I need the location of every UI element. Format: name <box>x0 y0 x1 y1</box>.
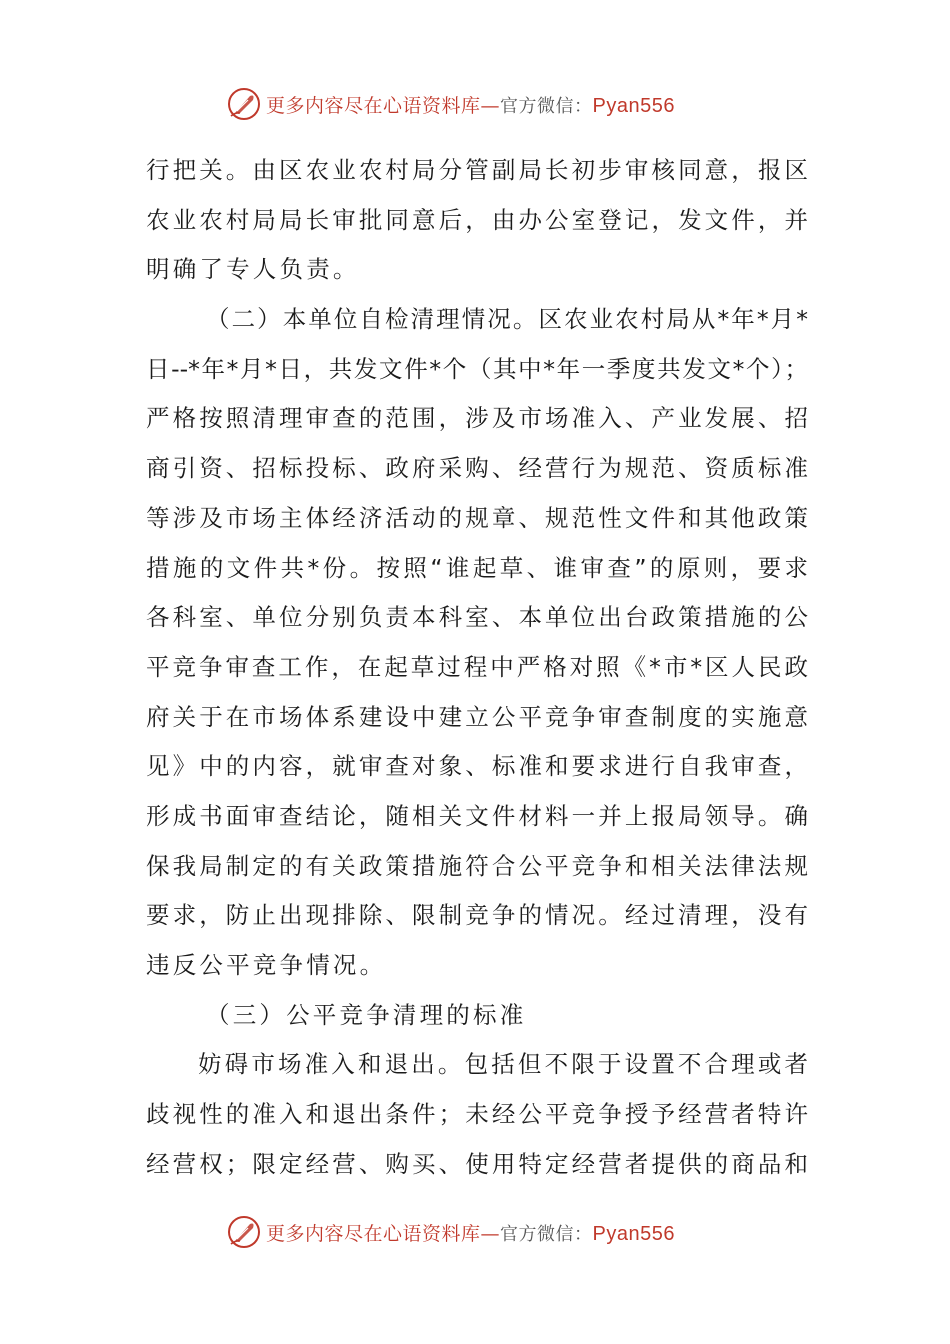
body-line: 违反公平竞争情况。 <box>146 951 387 979</box>
body-line: 府关于在市场体系建设中建立公平竞争审查制度的实施意 <box>146 702 808 731</box>
header-main-text: 更多内容尽在心语资料库 <box>266 94 481 117</box>
header-watermark-banner <box>226 84 746 124</box>
footer-official-text: 官方微信： <box>500 1223 593 1245</box>
body-line: 见》中的内容，就审查对象、标准和要求进行自我审查， <box>146 752 808 781</box>
body-line: 保我局制定的有关政策措施符合公平竞争和相关法律法规 <box>146 851 808 880</box>
footer-main-text: 更多内容尽在心语资料库 <box>266 1222 481 1245</box>
body-line: 商引资、招标投标、政府采购、经营行为规范、资质标准 <box>146 454 808 483</box>
body-line: 等涉及市场主体经济活动的规章、规范性文件和其他政策 <box>146 503 808 532</box>
body-line: 各科室、单位分别负责本科室、本单位出台政策措施的公 <box>146 603 808 632</box>
body-line: 经营权；限定经营、购买、使用特定经营者提供的商品和 <box>146 1149 808 1178</box>
body-line: 歧视性的准入和退出条件；未经公平竞争授予经营者特许 <box>146 1100 808 1129</box>
header-dash: — <box>480 94 501 117</box>
header-official-text: 官方微信： <box>500 95 593 117</box>
body-line: 明确了专人负责。 <box>146 255 360 284</box>
section-heading-line: （二）本单位自检清理情况。区农业农村局从*年*月* <box>206 305 808 334</box>
body-line: 严格按照清理审查的范围，涉及市场准入、产业发展、招 <box>146 404 808 433</box>
pen-feather-logo-icon <box>226 1214 262 1250</box>
footer-wechat-id: Pyan556 <box>592 1222 675 1245</box>
body-line: 措施的文件共*份。按照“谁起草、谁审查”的原则，要求 <box>146 553 808 582</box>
body-line: 要求，防止出现排除、限制竞争的情况。经过清理，没有 <box>146 901 808 930</box>
pen-feather-logo-icon <box>226 86 262 122</box>
body-line: 平竞争审查工作，在起草过程中严格对照《*市*区人民政 <box>146 652 808 681</box>
section-heading-line: （三）公平竞争清理的标准 <box>206 1000 527 1029</box>
document-body <box>146 146 808 1189</box>
footer-watermark-text <box>266 1219 675 1246</box>
body-line: 妨碍市场准入和退出。包括但不限于设置不合理或者 <box>198 1050 808 1079</box>
footer-watermark-banner <box>226 1212 746 1252</box>
body-line: 行把关。由区农业农村局分管副局长初步审核同意，报区 <box>146 156 808 184</box>
body-line: 形成书面审查结论，随相关文件材料一并上报局领导。确 <box>146 801 808 830</box>
body-line: 农业农村局局长审批同意后，由办公室登记，发文件，并 <box>146 205 808 234</box>
header-wechat-id: Pyan556 <box>592 94 675 117</box>
footer-dash: — <box>480 1222 501 1245</box>
body-line: 日--*年*月*日，共发文件*个（其中*年一季度共发文*个）； <box>146 354 808 383</box>
header-watermark-text <box>266 91 675 118</box>
